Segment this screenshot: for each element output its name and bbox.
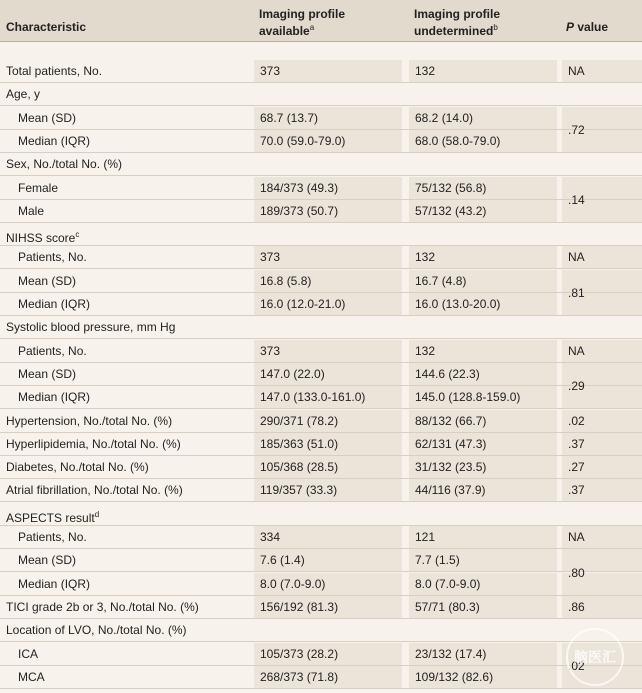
cell-p-value-merged: .72	[568, 122, 585, 137]
watermark-logo: 脑医汇	[566, 628, 624, 686]
header-p-value: P value	[566, 20, 609, 34]
table-row	[0, 526, 642, 549]
table-row	[0, 293, 642, 316]
table-row	[0, 246, 642, 269]
cell-p-value: .27	[568, 460, 585, 475]
row-label: Mean (SD)	[18, 366, 77, 381]
cell-imaging-available: 334	[260, 530, 281, 544]
cell-imaging-undetermined: 44/116 (37.9)	[415, 483, 486, 498]
table-row	[0, 410, 642, 433]
cell-imaging-available: 268/373 (71.8)	[260, 669, 339, 684]
cell-imaging-undetermined: 16.7 (4.8)	[415, 273, 467, 288]
table-row	[0, 549, 642, 572]
cell-p-value: NA	[568, 250, 585, 265]
cell-imaging-undetermined: 68.0 (58.0-79.0)	[415, 133, 501, 148]
header-imaging-undetermined: Imaging profile undetermined$^b$	[414, 7, 501, 38]
cell-imaging-undetermined: 23/132 (17.4)	[415, 646, 487, 661]
cell-imaging-undetermined: 132	[415, 343, 436, 358]
cell-imaging-available: 8.0 (7.0-9.0)	[260, 576, 326, 591]
table-row	[0, 60, 642, 83]
cell-imaging-available: 373	[260, 250, 281, 265]
cell-imaging-undetermined: 7.7 (1.5)	[415, 553, 460, 568]
cell-imaging-available: 68.7 (13.7)	[260, 110, 319, 125]
cell-imaging-available: 156/192 (81.3)	[260, 599, 339, 614]
cell-p-value-merged: .14	[568, 192, 585, 207]
row-label: NIHSS score$^c$	[6, 230, 80, 246]
section-row	[0, 83, 642, 106]
section-row	[0, 153, 642, 176]
cell-imaging-undetermined: 8.0 (7.0-9.0)	[415, 576, 481, 591]
table-row	[0, 643, 642, 666]
row-label: Female	[18, 180, 59, 195]
cell-imaging-undetermined: 16.0 (13.0-20.0)	[415, 297, 501, 311]
cell-imaging-undetermined: 121	[415, 530, 436, 544]
row-label: Mean (SD)	[18, 553, 77, 568]
cell-imaging-undetermined: 31/132 (23.5)	[415, 460, 487, 475]
cell-imaging-undetermined: 109/132 (82.6)	[415, 669, 494, 684]
cell-p-value: .86	[568, 599, 585, 614]
row-label: Patients, No.	[18, 343, 87, 358]
cell-imaging-available: 373	[260, 64, 281, 78]
cell-p-value-merged: .81	[568, 286, 585, 300]
cell-imaging-undetermined: 88/132 (66.7)	[415, 413, 487, 428]
table-row	[0, 573, 642, 596]
cell-imaging-undetermined: 68.2 (14.0)	[415, 110, 474, 125]
cell-imaging-available: 70.0 (59.0-79.0)	[260, 133, 346, 148]
cell-p-value: .02	[568, 413, 585, 428]
cell-imaging-undetermined: 57/132 (43.2)	[415, 203, 487, 218]
section-row	[0, 619, 642, 642]
row-label: ASPECTS result$^d$	[6, 509, 100, 525]
footnote-b: b	[493, 23, 498, 32]
row-label: Location of LVO, No./total No. (%)	[6, 623, 187, 638]
table-row	[0, 386, 642, 409]
cell-imaging-available: 373	[260, 343, 281, 358]
row-label: Systolic blood pressure, mm Hg	[6, 320, 176, 335]
row-label: Median (IQR)	[18, 297, 91, 311]
table-row	[0, 270, 642, 293]
table-row	[0, 456, 642, 479]
row-label: Hypertension, No./total No. (%)	[6, 413, 173, 428]
header-characteristic: Characteristic	[6, 20, 87, 34]
row-label: MCA	[18, 669, 45, 684]
cell-imaging-undetermined: 132	[415, 64, 436, 78]
cell-imaging-available: 189/373 (50.7)	[260, 203, 339, 218]
cell-imaging-undetermined: 75/132 (56.8)	[415, 180, 487, 195]
cell-imaging-available: 7.6 (1.4)	[260, 553, 305, 568]
cell-imaging-undetermined: 132	[415, 250, 436, 265]
table-row	[0, 107, 642, 130]
table-row	[0, 596, 642, 619]
table-row	[0, 130, 642, 153]
cell-imaging-available: 147.0 (22.0)	[260, 366, 325, 381]
table-row	[0, 479, 642, 502]
row-label: Patients, No.	[18, 250, 87, 265]
cell-p-value: NA	[568, 343, 585, 358]
table-row	[0, 363, 642, 386]
section-row	[0, 223, 642, 246]
cell-imaging-undetermined: 62/131 (47.3)	[415, 436, 487, 451]
cell-imaging-available: 105/373 (28.2)	[260, 646, 339, 661]
cell-imaging-undetermined: 57/71 (80.3)	[415, 599, 480, 614]
row-label: Male	[18, 203, 45, 218]
row-label: TICI grade 2b or 3, No./total No. (%)	[6, 599, 199, 614]
cell-imaging-available: 16.0 (12.0-21.0)	[260, 297, 346, 311]
cell-imaging-available: 290/371 (78.2)	[260, 413, 339, 428]
header-imaging-available: Imaging profile available$^a$	[259, 7, 346, 38]
row-label: Patients, No.	[18, 530, 87, 544]
table-row	[0, 200, 642, 223]
row-label: Atrial fibrillation, No./total No. (%)	[6, 483, 183, 498]
row-label: Median (IQR)	[18, 133, 91, 148]
cell-p-value: .37	[568, 483, 585, 498]
cell-p-value-merged: .29	[568, 379, 585, 394]
row-label: Median (IQR)	[18, 390, 91, 405]
row-label: Hyperlipidemia, No./total No. (%)	[6, 436, 181, 451]
cell-p-value-merged: .02	[568, 658, 585, 673]
cell-p-value-merged: .80	[568, 565, 585, 580]
row-label: ICA	[18, 646, 39, 661]
cell-p-value: NA	[568, 64, 585, 78]
row-label: Mean (SD)	[18, 110, 77, 125]
cell-imaging-available: 105/368 (28.5)	[260, 460, 339, 475]
cell-p-value: .37	[568, 436, 585, 451]
cell-imaging-available: 119/357 (33.3)	[260, 483, 338, 498]
table-row	[0, 340, 642, 363]
table-row	[0, 177, 642, 200]
cell-imaging-available: 184/373 (49.3)	[260, 180, 339, 195]
row-label: Diabetes, No./total No. (%)	[6, 460, 149, 475]
footnote-marker: c	[75, 230, 80, 240]
table-row	[0, 433, 642, 456]
table-header	[0, 0, 642, 42]
section-row	[0, 316, 642, 339]
row-label: Mean (SD)	[18, 273, 77, 288]
row-label: Age, y	[6, 87, 41, 102]
row-label: Sex, No./total No. (%)	[6, 157, 123, 172]
cell-imaging-available: 147.0 (133.0-161.0)	[260, 390, 366, 405]
section-row	[0, 503, 642, 526]
footnote-a: a	[309, 23, 315, 32]
table-row	[0, 666, 642, 689]
footnote-marker: d	[94, 509, 100, 519]
row-label: Median (IQR)	[18, 576, 91, 591]
cell-p-value: NA	[568, 530, 585, 544]
cell-imaging-undetermined: 144.6 (22.3)	[415, 366, 480, 381]
cell-imaging-undetermined: 145.0 (128.8-159.0)	[415, 390, 521, 405]
cell-imaging-available: 185/363 (51.0)	[260, 436, 339, 451]
row-label: Total patients, No.	[6, 64, 103, 78]
cell-imaging-available: 16.8 (5.8)	[260, 273, 312, 288]
